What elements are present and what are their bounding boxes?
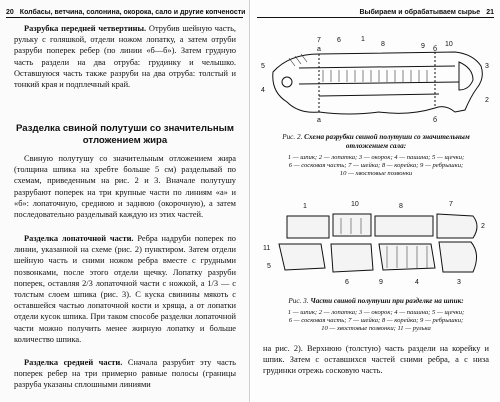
section-title: Разделка свиной полутуши со значительным отложением жира	[16, 123, 234, 146]
fig2-label: 8	[381, 41, 385, 48]
paragraph-lead: Разрубка передней четвертины.	[24, 24, 147, 33]
figure-title: Части свиной полутуши при разделке на шпик:	[310, 297, 464, 305]
fig2-label: а	[317, 46, 321, 53]
fig3-label: 5	[267, 263, 271, 270]
left-running-head	[6, 4, 246, 18]
fig3-label: 9	[379, 279, 383, 286]
fig3-label: 8	[399, 203, 403, 210]
fig2-label: 4	[261, 87, 265, 94]
fig3-label: 6	[345, 279, 349, 286]
fig3-label: 4	[415, 279, 419, 286]
paragraph-middle	[14, 357, 236, 391]
fig3-label: 1	[303, 203, 307, 210]
figure-2-legend-2: 6 — сосковая часть; 7 — шейка; 8 — корейка; 9 — ребрышки;	[288, 162, 464, 169]
figure-title: Схема разрубки свиной полутуши со значительным отложением сала:	[304, 133, 470, 151]
parts-figure	[259, 186, 492, 292]
fig3-label: 2	[481, 223, 485, 230]
fig2-label: 10	[445, 41, 453, 48]
figure-3-legend-2: 6 — сосковая часть; 7 — шейка; 8 — корейка; 9 — ребрышки;	[288, 317, 464, 324]
figure-prefix: Рис. 2.	[282, 133, 303, 141]
paragraph-body: Отрубив шейную часть, рульку с голяшкой, отдели ножом лопатку, а затем отруби разруби поперек ребер (по линии «б—б»). Затем грудную часть раздели на два отруба: грудинку и челышко. Оставшуюся часть также разруби на два отруба: толстый и тонкий края и подплечный край.	[14, 24, 236, 90]
paragraph-front-quarter	[14, 23, 236, 90]
fig2-label: а	[317, 117, 321, 124]
paragraph-lead: Разделка лопаточной части.	[24, 234, 134, 243]
fig2-label: 9	[421, 43, 425, 50]
paragraph-body: Ребра надруби поперек по линии, указанной на схеме (рис. 2) пунктиром. Затем отдели шейную часть и сними ножом ребра вместе с грудными позвонками, после этого отдели щечку. Лопатку разруби поперек, оставляя 2/3 лопаточной части с ножкой, а 1/3 — с толстым слоем шпика (рис. 3). С куска свинины мякоть с оставшейся частью лопаточной кости и хряща, а от лопатки отдели кусок шпика. При таком способе разделки лопаточной части можно получить менее жирную лопатку и больше количество шпика.	[14, 234, 236, 344]
figure-2-legend-3: 10 — хвостовые позвонки	[339, 170, 413, 177]
paragraph-body: Сначала разрубит эту часть поперек ребер на три примерно равные полосы (границы разруба указаны сплошными линиями	[14, 358, 236, 390]
left-page-number: 20	[6, 9, 14, 16]
paragraph-lead: Разделка средней части.	[24, 358, 123, 367]
fig3-label: 10	[351, 201, 359, 208]
left-running-title: Колбасы, ветчина, солонина, окорока, сало и другие копчености	[19, 9, 246, 16]
fig3-label: 11	[263, 245, 271, 252]
figure-3-legend-3: 10 — хвостовые позвонки; 11 — рулька	[321, 325, 431, 332]
fig3-label: 3	[457, 279, 461, 286]
paragraph-continuation: на рис. 2). Верхнюю (толстую) часть раздели на корейку и шпик. Затем с оставшихся частей сними ребра, а с низа грудинки отрежь сосковую часть.	[263, 344, 489, 376]
fig2-label: б	[433, 46, 438, 53]
fig2-label: 7	[317, 37, 321, 44]
fig2-label: 5	[261, 63, 265, 70]
fig2-label: б	[433, 117, 438, 124]
fig2-label: 3	[485, 63, 489, 70]
fig2-label: 6	[337, 37, 341, 44]
figure-prefix: Рис. 3.	[288, 297, 309, 305]
fig2-label: 1	[361, 36, 365, 43]
carcass-scheme-figure	[259, 32, 492, 128]
right-running-head	[257, 4, 494, 18]
paragraph-intro: Свиную полутушу со значительным отложением жира (толщина шпика на хребте больше 5 см) разделывай по схемам, приведенным на рис. 2 и 3. Вначале полутушу разрубают поперек на три крупные части по линиям «а» и «б»: лопаточную, среднюю и заднюю (окорочную), а затем последовательно разделывай каждую из этих частей.	[14, 154, 236, 220]
fig2-label: 2	[485, 97, 489, 104]
figure-3-caption	[263, 297, 489, 306]
right-running-title: Выбираем и обрабатываем сырье	[359, 9, 481, 16]
figure-2-legend-1: 1 — шпик; 2 — лопатка; 3 — окорок; 4 — пашина; 5 — щечки;	[287, 154, 465, 161]
fig3-label: 7	[449, 201, 453, 208]
paragraph-shoulder	[14, 233, 236, 345]
figure-2-caption	[263, 133, 489, 151]
right-page-number: 21	[486, 9, 494, 16]
right-page	[251, 0, 500, 402]
figure-3-legend-1: 1 — шпик; 2 — лопатка; 3 — окорок; 4 — пашина; 5 — щечки;	[287, 309, 465, 316]
